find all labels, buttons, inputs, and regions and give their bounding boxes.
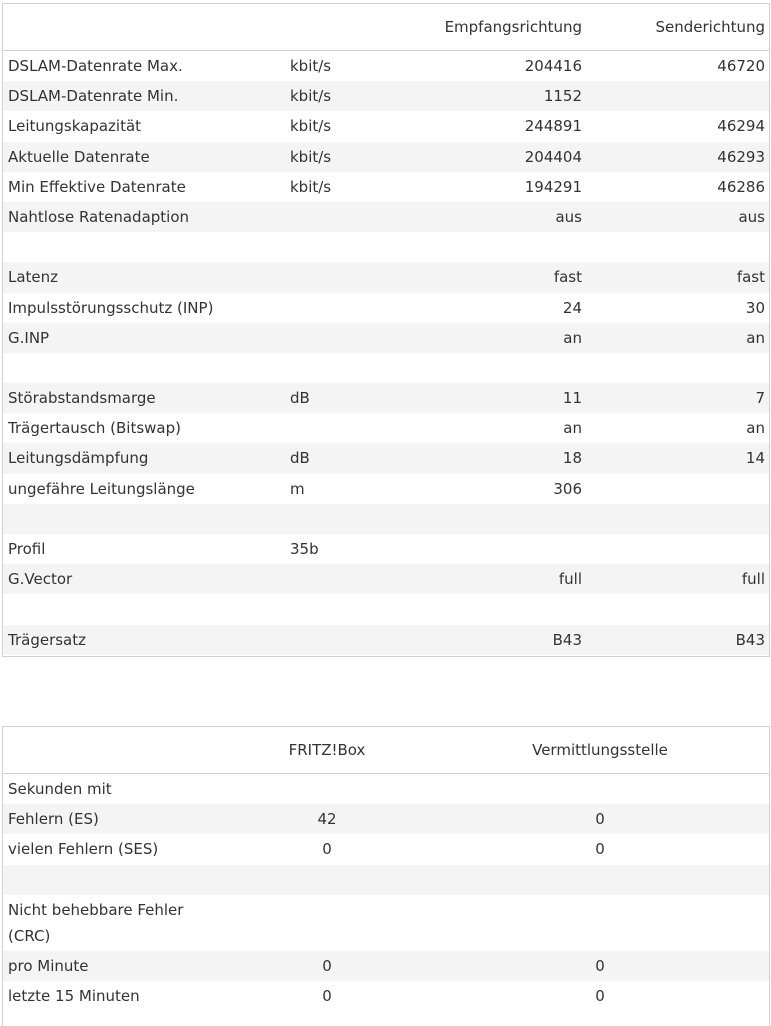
- row-unit: kbit/s: [290, 87, 332, 106]
- row-downstream-value: full: [558, 570, 582, 589]
- header-downstream: Empfangsrichtung: [444, 18, 582, 36]
- table-row: [3, 774, 769, 804]
- row-label: DSLAM-Datenrate Min.: [8, 87, 179, 106]
- dsl-line-info-table: [2, 3, 770, 657]
- row-label: Fehlern (ES): [8, 810, 99, 829]
- row-unit: 35b: [290, 540, 319, 558]
- row-label: Störabstandsmarge: [8, 389, 156, 408]
- table-row: [3, 262, 769, 292]
- row-unit: dB: [290, 389, 310, 408]
- row-unit: kbit/s: [290, 117, 332, 136]
- table-row: [3, 353, 769, 383]
- header-fritzbox: FRITZ!Box: [288, 741, 366, 759]
- row-upstream-value: fast: [736, 268, 765, 287]
- row-fritzbox-value: 0: [322, 986, 332, 1005]
- header-exchange: Vermittlungsstelle: [532, 741, 668, 759]
- table-row: [3, 172, 769, 202]
- row-unit: kbit/s: [290, 57, 332, 75]
- row-upstream-value: 14: [745, 449, 765, 468]
- row-fritzbox-value: 0: [322, 840, 332, 859]
- row-downstream-value: 204416: [524, 57, 582, 75]
- row-label: Impulsstörungsschutz (INP): [8, 298, 214, 317]
- table-row: [3, 865, 769, 895]
- row-exchange-value: 0: [595, 986, 605, 1005]
- table-row: [3, 202, 769, 232]
- row-downstream-value: 204404: [524, 147, 582, 166]
- row-label: Latenz: [8, 268, 59, 287]
- row-downstream-value: 244891: [524, 117, 582, 136]
- table-row: [3, 981, 769, 1011]
- row-label: Trägertausch (Bitswap): [8, 419, 181, 438]
- row-fritzbox-value: 0: [322, 956, 332, 975]
- row-label: vielen Fehlern (SES): [8, 840, 159, 859]
- table-row: [3, 383, 769, 413]
- table-row: [3, 51, 769, 81]
- table-row: [3, 142, 769, 172]
- row-unit: kbit/s: [290, 177, 332, 196]
- row-downstream-value: aus: [555, 207, 582, 226]
- table-row: [3, 504, 769, 534]
- table-header: [3, 727, 769, 774]
- table-row: [3, 895, 769, 951]
- row-downstream-value: 24: [562, 298, 582, 317]
- row-exchange-value: 0: [595, 840, 605, 859]
- row-unit: dB: [290, 449, 310, 468]
- row-downstream-value: 194291: [524, 177, 582, 196]
- row-label: ungefähre Leitungslänge: [8, 479, 195, 498]
- table-row: [3, 443, 769, 473]
- row-downstream-value: 1152: [543, 87, 582, 106]
- row-label: pro Minute: [8, 956, 89, 975]
- row-label: Min Effektive Datenrate: [8, 177, 186, 196]
- header-upstream: Senderichtung: [655, 18, 765, 36]
- row-unit: m: [290, 479, 305, 498]
- table-row: [3, 625, 769, 655]
- row-upstream-value: 46294: [717, 117, 765, 136]
- table-row: [3, 474, 769, 504]
- row-label: Nicht behebbare Fehler (CRC): [8, 900, 184, 945]
- table-row: [3, 534, 769, 564]
- row-fritzbox-value: 42: [317, 810, 337, 829]
- row-downstream-value: B43: [552, 630, 582, 649]
- table-header: [3, 4, 769, 51]
- table-row: [3, 232, 769, 262]
- row-label: G.Vector: [8, 570, 73, 589]
- row-label: G.INP: [8, 328, 50, 347]
- row-downstream-value: an: [563, 419, 582, 438]
- row-upstream-value: 7: [755, 389, 765, 408]
- table-row: [3, 564, 769, 594]
- row-label: Profil: [8, 540, 46, 558]
- table-row: [3, 323, 769, 353]
- row-label: Leitungskapazität: [8, 117, 142, 136]
- row-label: Sekunden mit: [8, 780, 112, 798]
- row-upstream-value: 46286: [717, 177, 765, 196]
- row-label: Trägersatz: [8, 630, 86, 649]
- row-label: Aktuelle Datenrate: [8, 147, 150, 166]
- row-downstream-value: 18: [562, 449, 582, 468]
- table-row: [3, 594, 769, 624]
- table-row: [3, 81, 769, 111]
- row-exchange-value: 0: [595, 810, 605, 829]
- row-upstream-value: 30: [745, 298, 765, 317]
- row-upstream-value: B43: [735, 630, 765, 649]
- row-upstream-value: an: [746, 419, 765, 438]
- row-upstream-value: aus: [738, 207, 765, 226]
- table-row: [3, 413, 769, 443]
- row-label: letzte 15 Minuten: [8, 986, 140, 1005]
- row-label: Leitungsdämpfung: [8, 449, 149, 468]
- table-row: [3, 804, 769, 834]
- row-downstream-value: fast: [553, 268, 582, 287]
- row-upstream-value: 46720: [717, 57, 765, 75]
- row-downstream-value: an: [563, 328, 582, 347]
- row-unit: kbit/s: [290, 147, 332, 166]
- row-label: DSLAM-Datenrate Max.: [8, 57, 183, 75]
- table-row: [3, 951, 769, 981]
- row-upstream-value: 46293: [717, 147, 765, 166]
- row-label: Nahtlose Ratenadaption: [8, 207, 190, 226]
- table-row: [3, 111, 769, 141]
- error-stats-table: [2, 726, 770, 1026]
- table-row: [3, 293, 769, 323]
- row-exchange-value: 0: [595, 956, 605, 975]
- row-upstream-value: an: [746, 328, 765, 347]
- table-row: [3, 834, 769, 864]
- row-downstream-value: 306: [553, 479, 582, 498]
- row-upstream-value: full: [741, 570, 765, 589]
- row-downstream-value: 11: [562, 389, 582, 408]
